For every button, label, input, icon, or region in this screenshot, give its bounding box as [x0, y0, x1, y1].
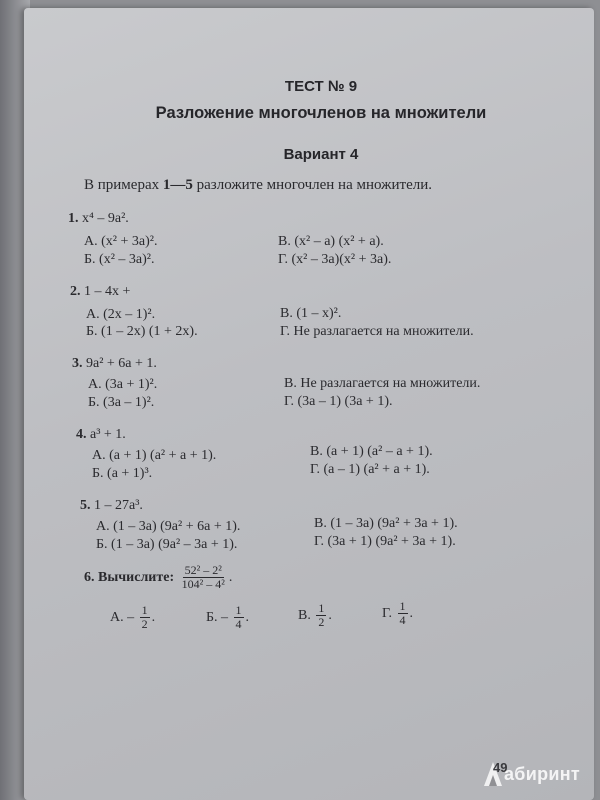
problem-3: 3. 9a² + 6a + 1. [72, 356, 157, 371]
problem-1-option-a: А. (x² + 3a)². [84, 234, 158, 249]
problem-2-option-a: А. (2x – 1)². [86, 307, 156, 322]
test-title: ТЕСТ № 9 [284, 78, 358, 95]
problem-3-option-b: Б. (3a – 1)². [88, 395, 155, 410]
watermark-text: абиринт [504, 764, 581, 784]
instruction-text: В примерах 1—5 разложите многочлен на множители. [84, 177, 432, 193]
problem-3-option-g: Г. (3a – 1) (3a + 1). [284, 394, 393, 409]
problem-4-option-a: А. (a + 1) (a² + a + 1). [92, 448, 217, 463]
problem-2: 2. 1 – 4x + [70, 284, 131, 299]
problem-2-option-g: Г. Не разлагается на множители. [280, 324, 474, 339]
page-number: 49 [493, 760, 508, 775]
problem-1: 1. x⁴ – 9a². [68, 211, 129, 226]
problem-6-fraction: $\frac{\text{52² – 2²}}{\text{104² – 4²}}$ [181, 563, 225, 592]
problem-4-option-g: Г. (a – 1) (a² + a + 1). [310, 462, 430, 477]
problem-6-option-b: Б. – $\frac{1}{4}$ . [206, 603, 250, 632]
problem-2-option-b: Б. (1 – 2x) (1 + 2x). [86, 324, 198, 339]
problem-6-option-a: А. – $\frac{1}{2}$ . [110, 603, 156, 632]
problem-5-option-v: В. (1 – 3a) (9a² + 3a + 1). [314, 516, 458, 531]
problem-2-option-v: В. (1 – x)². [280, 306, 342, 321]
problem-1-option-g: Г. (x² – 3a)(x² + 3a). [278, 252, 392, 267]
problem-6: 6. Вычислите: $\frac{\text{52² – 2²}}{\text{104² – 4²}}$ . [84, 563, 233, 592]
problem-3-option-a: А. (3a + 1)². [88, 377, 158, 392]
problem-1-option-b: Б. (x² – 3a)². [84, 252, 155, 267]
problem-6-option-g: Г. $\frac{1}{4}$ . [382, 599, 414, 628]
problem-3-option-v: В. Не разлагается на множители. [284, 376, 481, 391]
problem-5-option-b: Б. (1 – 3a) (9a² – 3a + 1). [96, 537, 238, 552]
problem-4-option-v: В. (a + 1) (a² – a + 1). [310, 444, 433, 459]
problem-5-option-g: Г. (3a + 1) (9a² + 3a + 1). [314, 534, 456, 549]
book-page [24, 8, 594, 800]
topic-title: Разложение многочленов на множители [155, 104, 487, 122]
problem-6-option-v: В. $\frac{1}{2}$ . [298, 601, 332, 630]
problem-1-option-v: В. (x² – a) (x² + a). [278, 234, 384, 249]
problem-5: 5. 1 – 27a³. [80, 498, 143, 513]
problem-5-option-a: А. (1 – 3a) (9a² + 6a + 1). [96, 519, 241, 534]
problem-4: 4. a³ + 1. [76, 427, 126, 442]
problem-4-option-b: Б. (a + 1)³. [92, 466, 153, 481]
variant-title: Вариант 4 [283, 146, 359, 163]
